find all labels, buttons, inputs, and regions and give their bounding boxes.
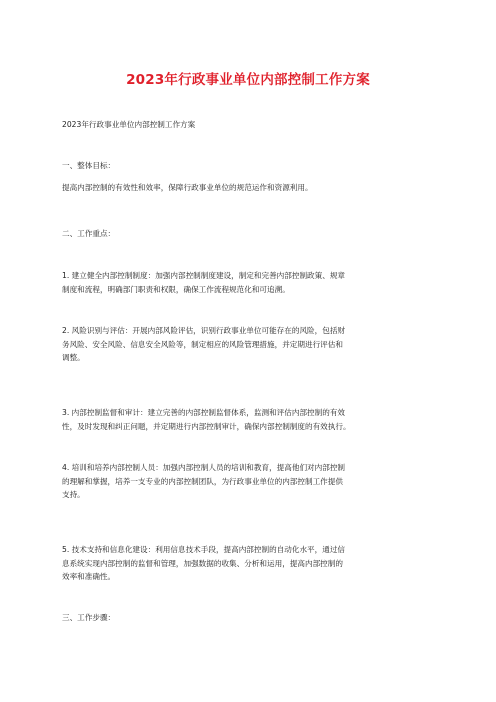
section-heading-steps: 三、工作步骤： — [62, 613, 116, 622]
document-subtitle: 2023年行政事业单位内部控制工作方案 — [62, 120, 196, 129]
focus-item-1: 1. 建立健全内部控制制度：加强内部控制制度建设，制定和完善内部控制政策、规章 制度和流程，明确部门职责和权限，确保工作流程规范化和可追溯。 — [62, 271, 346, 294]
focus-item-2: 2. 风险识别与评估：开展内部风险评估，识别行政事业单位可能存在的风险，包括财 务风险、安全风险、信息安全风险等，制定相应的风险管理措施，并定期进行评估和 调整。 — [62, 326, 346, 362]
section-heading-goal: 一、整体目标： — [62, 161, 116, 170]
focus-item-5: 5. 技术支持和信息化建设：利用信息技术手段，提高内部控制的自动化水平，通过信 息系统实现内部控制的监督和管理，加强数据的收集、分析和运用，提高内部控制的 效率和准确性。 — [62, 545, 346, 581]
section-heading-focus: 二、工作重点： — [62, 229, 116, 238]
goal-paragraph: 提高内部控制的有效性和效率，保障行政事业单位的规范运作和资源利用。 — [62, 183, 313, 192]
document-title: 2023年行政事业单位内部控制工作方案 — [126, 72, 370, 88]
focus-item-3: 3. 内部控制监督和审计：建立完善的内部控制监督体系，监测和评估内部控制的有效 性，及时发现和纠正问题，并定期进行内部控制审计，确保内部控制制度的有效执行。 — [62, 408, 351, 431]
focus-item-4: 4. 培训和培养内部控制人员：加强内部控制人员的培训和教育，提高他们对内部控制 的理解和掌握，培养一支专业的内部控制团队，为行政事业单位的内部控制工作提供 支持。 — [62, 463, 346, 499]
